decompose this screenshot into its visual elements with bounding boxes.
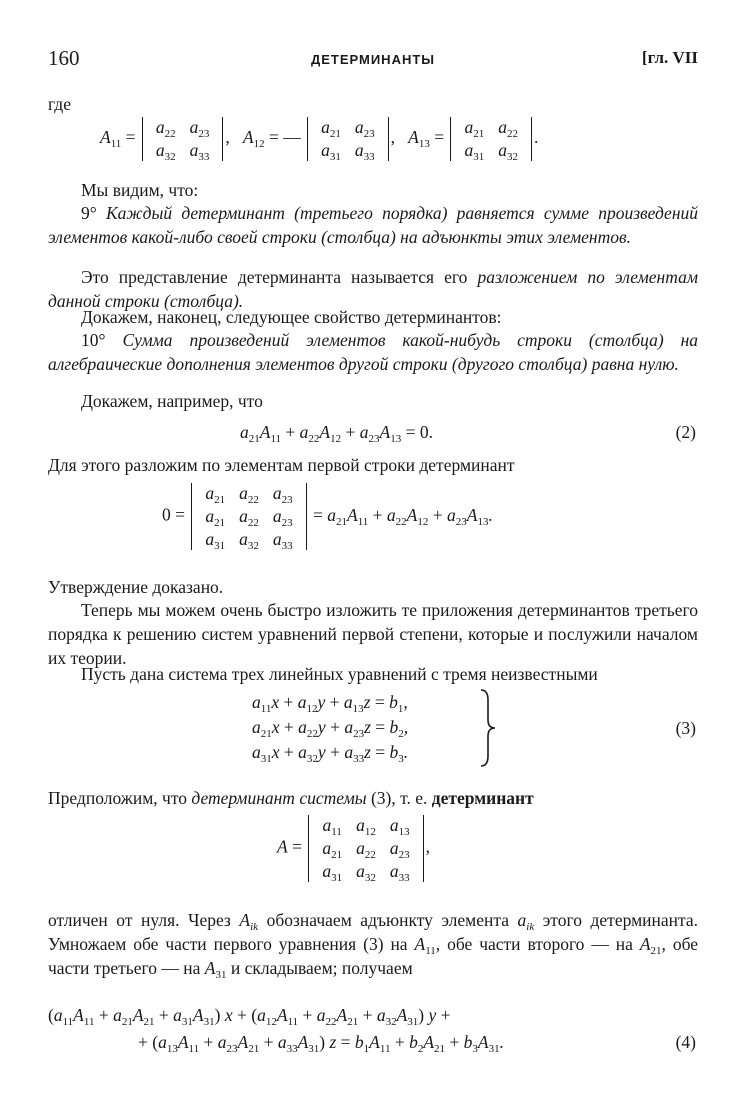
page-number: 160: [48, 46, 80, 70]
zero-determinant-equation: 0 = $a_{21}$ $a_{22}$ $a_{23}$ $a_{21}$ $a_{22}$ $a_{23}$ $a_{31}$ $a_{32}$ $a_{33}$ = $a_{21}A_{11} + a_{22}A_{12} + a_{23}A_{13}$.: [162, 483, 493, 552]
chapter-label: [гл. VII: [641, 48, 698, 67]
zero-determinant: $a_{21}$ $a_{22}$ $a_{23}$ $a_{21}$ $a_{22}$ $a_{23}$ $a_{31}$ $a_{32}$ $a_{33}$: [189, 482, 308, 551]
equation-4-line-1: $(a_{11}A_{11} + a_{21}A_{21} + a_{31}A_{31}) x + (a_{12}A_{11} + a_{22}A_{21} + a_{32}A_{31}) y$ +: [48, 1005, 451, 1028]
property-9-text: Каждый детерминант (третьего порядка) равняется сумме произведений элементов какой-либо своей строки (столбца) на адъюнкты этих элементов.: [48, 203, 698, 247]
proved-text: Утверждение доказано.: [48, 577, 224, 597]
nonzero-text: отличен от нуля. Через $A_{ik}$ обозначаем адъюнкту элемента $a_{ik}$ этого детерминанта. Умножаем обе части первого уравнения (3) на $A_{11}$, обе части второго — на $A_{21}$, обе части третьего — на $A_{31}$ и складываем; получаем: [48, 910, 699, 981]
let-text: Пусть дана система трех линейных уравнений с тремя неизвестными: [81, 664, 598, 684]
prove-example-text: Докажем, например, что: [81, 391, 263, 411]
equation-4-line-2: + $(a_{13}A_{11} + a_{23}A_{21} + a_{33}A_{31}) z = b_1A_{11} + b_2A_{21} + b_3A_{31}$. (4): [138, 1032, 696, 1055]
equation-system-3: $a_{11}x + a_{12}y + a_{13}z = b_1$, $a_{21}x + a_{22}y + a_{23}z = b_2$, $a_{31}x + a_{32}y + a_{33}z = b_3$. (3): [0, 690, 743, 768]
we-see-text: Мы видим, что:: [81, 180, 199, 200]
property-10: [48, 328, 698, 376]
equation-3-number: (3): [675, 718, 696, 738]
minor-a11: $a_{22}$ $a_{23}$ $a_{32}$ $a_{33}$: [140, 116, 226, 162]
cofactor-definitions: $A_{11}$ = $a_{22}$ $a_{23}$ $a_{32}$ $a_{33}$ , $A_{12}$ = — $a_{21}$ $a_{23}$ $a_{31}$ $a_{33}$ , $A_{13}$ = $a_{21}$ $a_{22}$ $a_{31}$ $a_{32}$ .: [100, 117, 539, 163]
property-9-number: 9°: [81, 203, 97, 223]
property-10-number: 10°: [81, 330, 106, 350]
system-determinant-equation: A = $a_{11}$ $a_{12}$ $a_{13}$ $a_{21}$ $a_{22}$ $a_{23}$ $a_{31}$ $a_{32}$ $a_{33}$ ,: [277, 815, 430, 884]
where-text: где: [48, 94, 71, 114]
equation-2-number: (2): [675, 422, 696, 442]
running-title: ДЕТЕРМИНАНТЫ: [310, 52, 436, 67]
minor-a12: $a_{21}$ $a_{23}$ $a_{31}$ $a_{33}$: [305, 116, 391, 162]
property-9: [48, 201, 698, 249]
equation-2: $a_{21}A_{11} + a_{22}A_{12} + a_{23}A_{13} = 0$. (2): [240, 422, 696, 445]
expand-text: Для этого разложим по элементам первой строки детерминант: [48, 455, 515, 475]
property-10-text: Сумма произведений элементов какой-нибудь строки (столбца) на алгебраические дополнения элементов другой строки (другого столбца) равна нулю.: [48, 330, 699, 374]
running-header: [48, 46, 698, 72]
representation-text: Это представление детерминанта называется его разложением по элементам данной строки (столбца).: [48, 267, 698, 311]
equation-4-number: (4): [675, 1032, 696, 1052]
minor-a13: $a_{21}$ $a_{22}$ $a_{31}$ $a_{32}$: [448, 116, 534, 162]
right-brace: [478, 688, 498, 768]
suppose-text: Предположим, что детерминант системы (3), т. е. детерминант: [48, 788, 534, 808]
now-text: Теперь мы можем очень быстро изложить те приложения детерминантов третьего порядка к решению систем уравнений первой степени, которые и послужили началом их теории.: [48, 600, 698, 668]
system-determinant: $a_{11}$ $a_{12}$ $a_{13}$ $a_{21}$ $a_{22}$ $a_{23}$ $a_{31}$ $a_{32}$ $a_{33}$: [306, 814, 425, 883]
prove-last-text: Докажем, наконец, следующее свойство детерминантов:: [81, 307, 502, 327]
